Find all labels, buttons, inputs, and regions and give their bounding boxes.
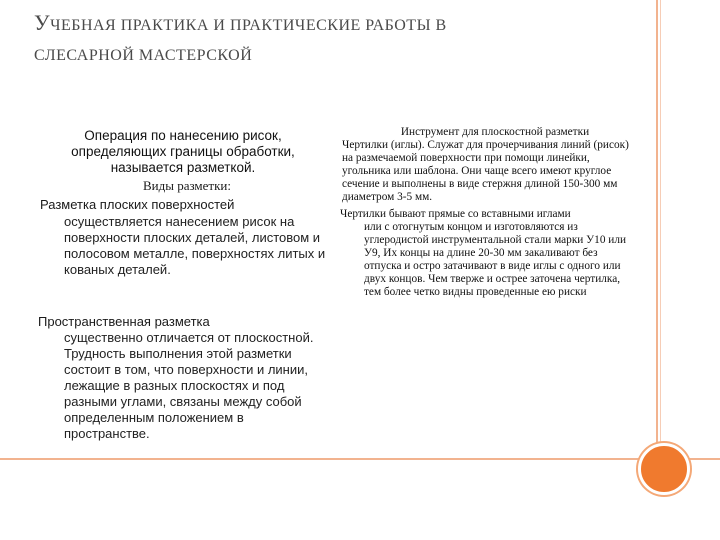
spatial-heading: Пространственная разметка <box>38 314 210 329</box>
right-column <box>340 126 630 299</box>
title-line2: СЛЕСАРНОЙ МАСТЕРСКОЙ <box>34 47 253 64</box>
decorative-orange-circle <box>638 443 690 495</box>
left-column <box>34 128 326 442</box>
planar-body: осуществляется нанесением рисок на поверхности плоских деталей, листовом и полосовом металле, поверхностях литых и кованых деталей. <box>64 214 326 277</box>
scriber-paragraph <box>342 139 630 204</box>
decorative-vertical-rule <box>656 0 658 470</box>
planar-heading: Разметка плоских поверхностей <box>40 197 235 212</box>
scriber-text: Служат для прочерчивания линий (рисок) на размечаемой поверхности при помощи линейки, угольника или шаблона. Они чаще всего имеют круглое сечение и выполнены в виде стержня длиной 150-300 мм диаметром 3-5 мм. <box>342 139 629 203</box>
spatial-body: существенно отличается от плоскостной. Трудность выполнения этой разметки состоит в том, что поверхности и линии, лежащие в разных плоскостях и под разными углами, связаны между собой определенным положением в пространстве. <box>64 330 314 441</box>
scriber-types-paragraph <box>340 208 630 299</box>
decorative-vertical-rule-thin <box>660 0 661 480</box>
slide-title <box>34 8 674 71</box>
intro-text: Операция по нанесению рисок, определяющих границы обработки, называется разметкой. <box>71 128 295 175</box>
title-line1: ЧЕБНАЯ ПРАКТИКА И ПРАКТИЧЕСКИЕ РАБОТЫ В <box>50 17 447 34</box>
scriber-types-first: Чертилки бывают прямые со вставными иглами <box>340 208 571 220</box>
scriber-types-rest: или с отогнутым концом и изготовляются из углеродистой инструментальной стали марки У10 или У9, Их концы на длине 20-30 мм закаливают без отпуска и остро затачивают в виде иглы с одного или двух концов. Чем тверже и острее заточена чертилка, тем более четко видны проведенные ею риски <box>364 221 627 298</box>
title-first-letter: У <box>34 10 51 35</box>
tool-heading: Инструмент для плоскостной разметки <box>400 126 590 138</box>
types-heading: Виды разметки: <box>142 178 231 193</box>
decorative-horizontal-rule <box>0 458 720 460</box>
scriber-term: Чертилки (иглы). <box>342 139 425 151</box>
